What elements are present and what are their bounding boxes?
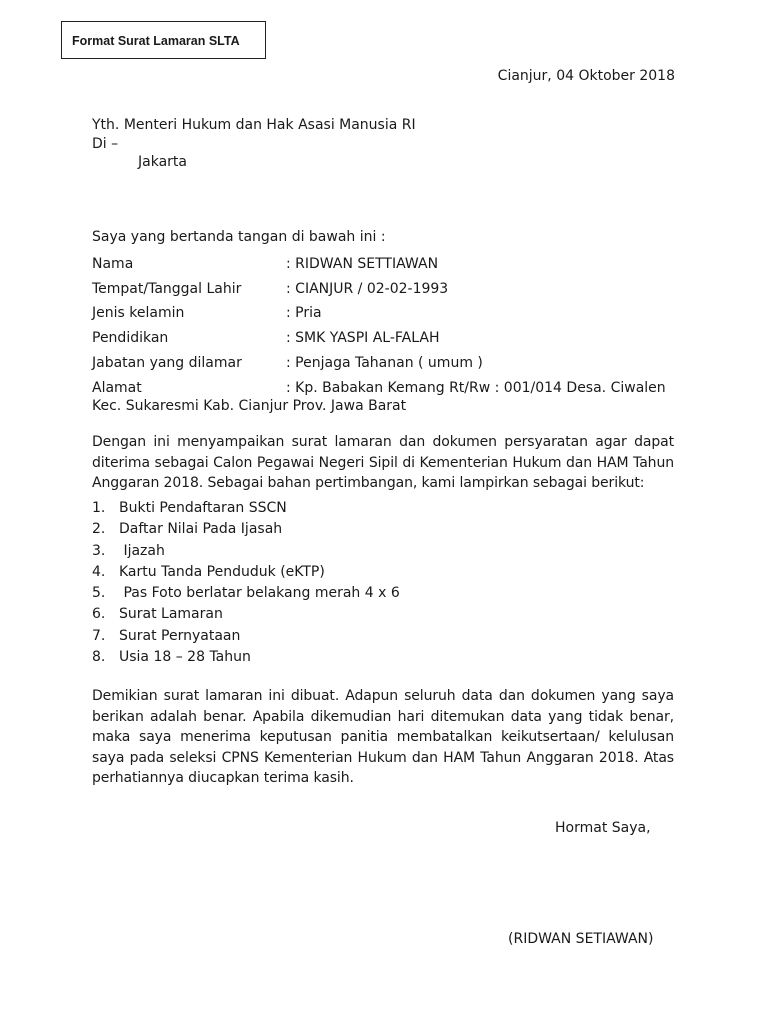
field-value-jabatan: : Penjaga Tahanan ( umum ) bbox=[286, 355, 483, 371]
field-value-nama: : RIDWAN SETTIAWAN bbox=[286, 256, 439, 272]
format-label: Format Surat Lamaran SLTA bbox=[72, 34, 240, 48]
list-item: 8. Usia 18 – 28 Tahun bbox=[92, 649, 251, 666]
field-value-ttl: : CIANJUR / 02-02-1993 bbox=[286, 281, 449, 297]
field-value-pendidikan: : SMK YASPI AL-FALAH bbox=[286, 330, 440, 346]
field-label-jenis-kelamin: Jenis kelamin bbox=[92, 305, 185, 321]
paragraph-intro: Dengan ini menyampaikan surat lamaran dan dokumen persyaratan agar dapat diterima sebagai Calon Pegawai Negeri Sipil di Kementerian Hukum dan HAM Tahun Anggaran 2018. Sebagai bahan pertimbangan, kami lampirkan sebagai berikut: bbox=[92, 434, 674, 491]
list-item: 4. Kartu Tanda Penduduk (eKTP) bbox=[92, 563, 325, 580]
list-item: 7. Surat Pernyataan bbox=[92, 627, 241, 644]
list-item: 2. Daftar Nilai Pada Ijasah bbox=[92, 521, 283, 538]
paragraph-closing: Demikian surat lamaran ini dibuat. Adapun seluruh data dan dokumen yang saya berikan adalah benar. Apabila dikemudian hari ditemukan data yang tidak benar, maka saya menerima keputusan panitia membatalkan keikutsertaan/ kelulusan saya pada seleksi CPNS Kementerian Hukum dan HAM Tahun Anggaran 2018. Atas perhatiannya diucapkan terima kasih. bbox=[92, 688, 674, 786]
field-label-pendidikan: Pendidikan bbox=[92, 330, 169, 346]
letter-date: Cianjur, 04 Oktober 2018 bbox=[497, 68, 675, 84]
field-label-nama: Nama bbox=[92, 256, 134, 272]
list-item: 6. Surat Lamaran bbox=[92, 606, 223, 623]
signature-name: (RIDWAN SETIAWAN) bbox=[508, 931, 654, 947]
format-label-box bbox=[61, 21, 266, 59]
recipient-line-2: Di – bbox=[92, 136, 119, 152]
list-item: 5. Pas Foto berlatar belakang merah 4 x 6 bbox=[92, 585, 400, 602]
address-continuation: Kec. Sukaresmi Kab. Cianjur Prov. Jawa Barat bbox=[92, 398, 407, 414]
field-label-ttl: Tempat/Tanggal Lahir bbox=[92, 281, 242, 297]
closing-salutation: Hormat Saya, bbox=[555, 820, 651, 836]
list-item: 1. Bukti Pendaftaran SSCN bbox=[92, 500, 287, 516]
intro-line: Saya yang bertanda tangan di bawah ini : bbox=[92, 229, 386, 245]
recipient-city: Jakarta bbox=[138, 154, 187, 170]
list-item: 3. Ijazah bbox=[92, 542, 165, 559]
field-label-jabatan: Jabatan yang dilamar bbox=[92, 355, 242, 371]
field-value-jenis-kelamin: : Pria bbox=[286, 305, 322, 321]
recipient-line-1: Yth. Menteri Hukum dan Hak Asasi Manusia RI bbox=[92, 117, 416, 133]
attachment-list bbox=[92, 498, 400, 668]
field-label-alamat: Alamat bbox=[92, 380, 142, 396]
field-value-alamat: : Kp. Babakan Kemang Rt/Rw : 001/014 Desa. Ciwalen bbox=[286, 380, 666, 396]
